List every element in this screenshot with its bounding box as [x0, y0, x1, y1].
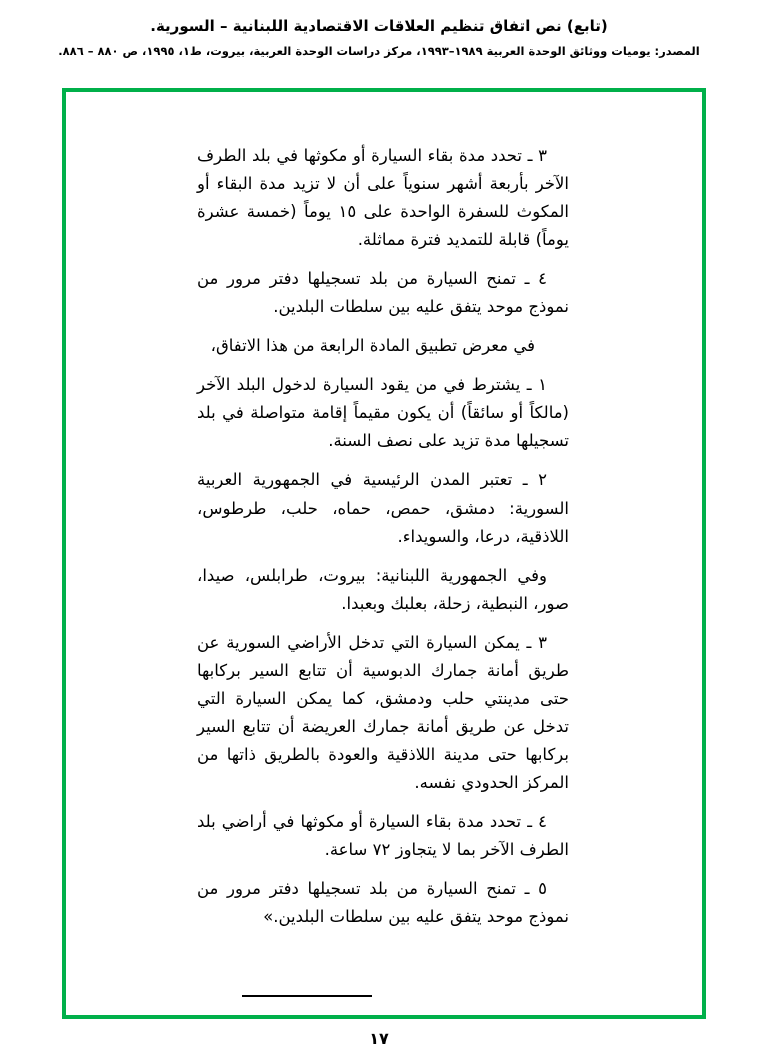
page-number: ١٧: [369, 1029, 389, 1048]
document-title: (تابع) نص اتفاق تنظيم العلاقات الاقتصادية اللبنانية – السورية.: [150, 17, 608, 35]
footnote-divider: [242, 995, 372, 997]
source-citation: المصدر: يوميات ووثائق الوحدة العربية ١٩٨٩–١٩٩٣، مركز دراسات الوحدة العربية، بيروت، ط١، ١٩٩٥، ص ٨٨٠ – ٨٨٦.: [58, 44, 700, 58]
paragraph-3-border-crossings: ٣ ـ يمكن السيارة التي تدخل الأراضي السورية عن طريق أمانة جمارك الدبوسية أن تتابع السير بركابها حتى مدينتي حلب ودمشق، كما يمكن السيارة التي تدخل عن طريق أمانة جمارك العريضة أن تتابع السير بركابها حتى مدينة اللاذقية والعودة بالطريق ذاتها من المركز الحدودي نفسه.: [197, 632, 569, 792]
paragraph-1-driver-residency: ١ ـ يشترط في من يقود السيارة لدخول البلد الآخر (مالكاً أو سائقاً) أن يكون مقيماً إقامة متواصلة في بلد تسجيلها مدة تزيد على نصف السنة.: [197, 375, 569, 451]
body-text: [197, 142, 569, 997]
paragraph-2-syrian-main-cities: ٢ ـ تعتبر المدن الرئيسية في الجمهورية العربية السورية: دمشق، حمص، حماه، حلب، طرطوس، اللاذقية، درعا، والسويداء.: [197, 470, 569, 546]
paragraph-5-transit-booklet-repeat: ٥ ـ تمنح السيارة من بلد تسجيلها دفتر مرور من نموذج موحد يتفق عليه بين سلطات البلدين.»: [197, 879, 569, 927]
content-frame: [62, 88, 706, 1019]
paragraph-4-72-hours-limit: ٤ ـ تحدد مدة بقاء السيارة أو مكوثها في أراضي بلد الطرف الآخر بما لا يتجاوز ٧٢ ساعة.: [197, 811, 569, 860]
paragraph-article-four-intro: في معرض تطبيق المادة الرابعة من هذا الاتفاق،: [210, 336, 535, 356]
paragraph-lebanese-cities: وفي الجمهورية اللبنانية: بيروت، طرابلس، صيدا، صور، النبطية، زحلة، بعلبك وبعبدا.: [197, 565, 569, 613]
paragraph-4-transit-booklet: ٤ ـ تمنح السيارة من بلد تسجيلها دفتر مرور من نموذج موحد يتفق عليه بين سلطات البلدين.: [197, 269, 569, 317]
paragraph-3-stay-duration: ٣ ـ تحدد مدة بقاء السيارة أو مكوثها في بلد الطرف الآخر بأربعة أشهر سنوياً على أن لا تزيد مدة البقاء أو المكوث للسفرة الواحدة على ١٥ يوماً (خمسة عشرة يوماً) قابلة للتمديد فترة مماثلة.: [197, 146, 570, 250]
